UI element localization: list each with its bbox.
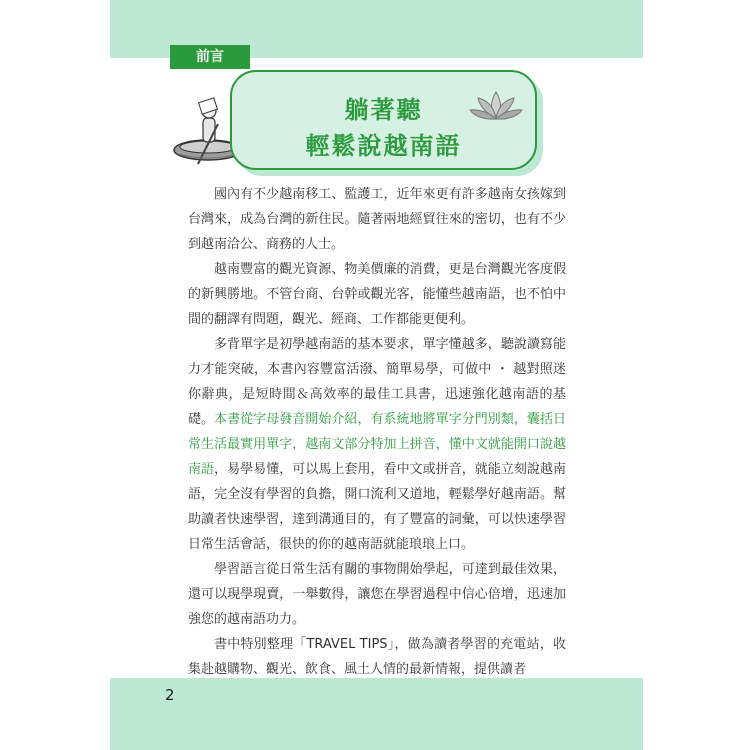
paragraph-2: 越南豐富的觀光資源、物美價廉的消費，更是台灣觀光客度假的新興勝地。不管台商、台幹或觀光客，能懂些越南語，也不怕中間的翻譯有問題，觀光、經商、工作都能更便利。 (188, 262, 566, 327)
highlighted-text: 本書從字母發音開始介紹，有系統地將單字分門別類，囊括日常生活最實用單字，越南文部分特加上拼音，懂中文就能開口說越南語 (188, 412, 566, 477)
section-label: 前言 (170, 45, 250, 69)
paragraph-3 (188, 332, 566, 557)
paragraph-5: 書中特別整理「TRAVEL TIPS」，做為讀者學習的充電站，收集赴越購物、觀光、飲食、風土人情的最新情報，提供讀者 (188, 637, 566, 677)
title-line-2: 輕鬆說越南語 (305, 132, 462, 160)
bottom-band (110, 678, 643, 750)
lotus-icon (468, 88, 524, 124)
paragraph-3-part-2: ，易學易懂，可以馬上套用，看中文或拼音，就能立刻說越南語，完全沒有學習的負擔，開口流利又道地，輕鬆學好越南語。幫助讀者快速學習，達到溝通目的，有了豐富的詞彙，可以快速學習日常生活會話，很快的你的越南語就能琅琅上口。 (188, 462, 566, 552)
paragraph-3-part-1: 多背單字是初學越南語的基本要求，單字懂越多，聽說讀寫能力才能突破，本書內容豐富活潑、簡單易學，可做中 ・ 越對照迷你辭典，是短時間＆高效率的最佳工具書，迅速強化越南語的基礎。 (188, 337, 566, 427)
body-text (188, 182, 566, 682)
book-page (110, 0, 643, 750)
paragraph-4: 學習語言從日常生活有關的事物開始學起，可達到最佳效果，還可以現學現賣，一舉數得，讓您在學習過程中信心倍增，迅速加強您的越南語功力。 (188, 562, 566, 627)
paragraph-1: 國內有不少越南移工、監護工，近年來更有許多越南女孩嫁到台灣來，成為台灣的新住民。隨著兩地經貿往來的密切，也有不少到越南洽公、商務的人士。 (188, 187, 566, 252)
page-number: 2 (165, 686, 175, 704)
title-line-1: 躺著聽 (344, 96, 423, 124)
